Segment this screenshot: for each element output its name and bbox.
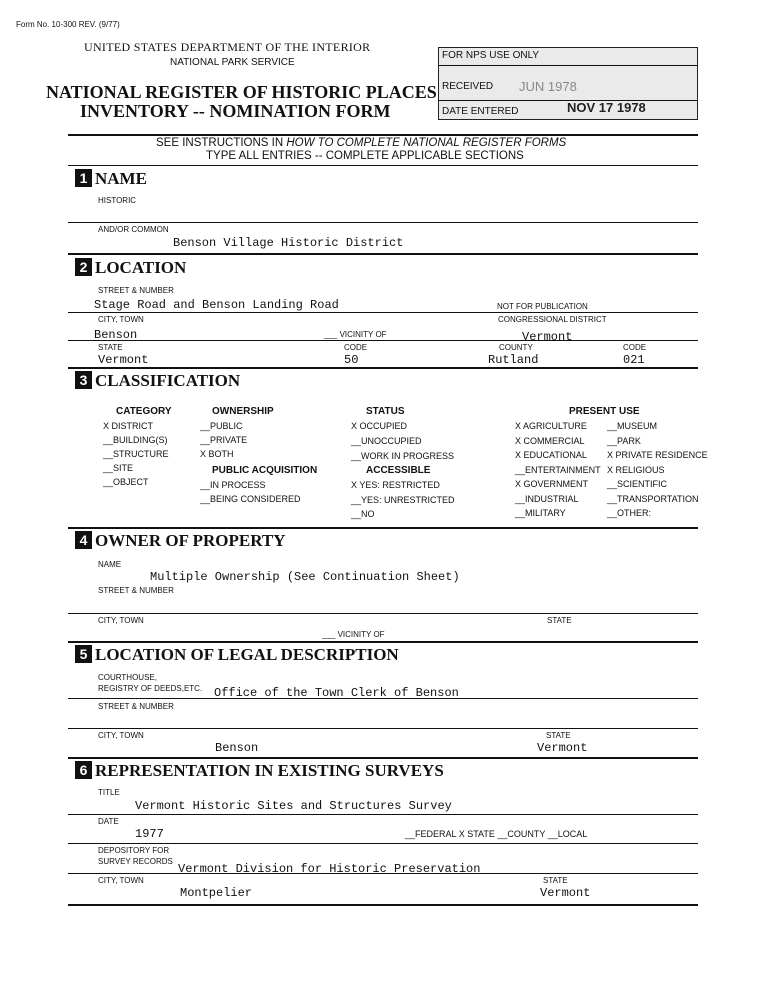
category-option: __STRUCTURE xyxy=(103,449,169,459)
category-option: __SITE xyxy=(103,463,134,473)
present-use-option: __MUSEUM xyxy=(607,421,658,431)
public-acquisition-heading: PUBLIC ACQUISITION xyxy=(212,465,318,476)
status-option: __UNOCCUPIED xyxy=(351,436,422,446)
section-3-heading: 3 CLASSIFICATION xyxy=(75,371,240,391)
acquisition-option: __IN PROCESS xyxy=(200,480,266,490)
street-value: Stage Road and Benson Landing Road xyxy=(94,298,339,312)
depository-value: Vermont Division for Historic Preservation xyxy=(178,862,481,876)
ownership-option: X BOTH xyxy=(200,449,234,459)
survey-city-label: CITY, TOWN xyxy=(98,876,144,885)
legal-city-label: CITY, TOWN xyxy=(98,731,144,740)
owner-name-label: NAME xyxy=(98,560,122,569)
courthouse-label: COURTHOUSE, xyxy=(98,673,157,682)
category-option: __BUILDING(S) xyxy=(103,435,168,445)
accessible-option: __NO xyxy=(351,509,375,519)
owner-vicinity-label: ___ VICINITY OF xyxy=(322,630,385,639)
section-5-heading: 5 LOCATION OF LEGAL DESCRIPTION xyxy=(75,645,399,665)
registry-label: REGISTRY OF DEEDS,ETC. xyxy=(98,684,203,693)
survey-state-label: STATE xyxy=(543,876,568,885)
city-value: Benson xyxy=(94,328,138,342)
status-option: X OCCUPIED xyxy=(351,421,408,431)
present-use-option: X COMMERCIAL xyxy=(515,435,585,446)
owner-state-label: STATE xyxy=(547,616,572,625)
present-use-option: __ENTERTAINMENT xyxy=(515,464,601,475)
department-name: UNITED STATES DEPARTMENT OF THE INTERIOR xyxy=(84,40,371,54)
category-option: X DISTRICT xyxy=(103,421,154,431)
present-use-option: __SCIENTIFIC xyxy=(607,479,668,489)
category-option: __OBJECT xyxy=(103,477,149,487)
present-use-option: X GOVERNMENT xyxy=(515,479,589,489)
code-label: CODE xyxy=(344,343,368,352)
survey-title-value: Vermont Historic Sites and Structures Survey xyxy=(135,799,452,813)
nps-use-box xyxy=(438,47,698,120)
code-value: 50 xyxy=(344,353,359,367)
ownership-option: __PRIVATE xyxy=(200,435,248,445)
accessible-heading: ACCESSIBLE xyxy=(366,465,431,476)
county-code-value: 021 xyxy=(623,353,645,367)
owner-city-label: CITY, TOWN xyxy=(98,616,144,625)
courthouse-value: Office of the Town Clerk of Benson xyxy=(214,686,459,700)
present-use-option: X RELIGIOUS xyxy=(607,464,665,475)
ownership-heading: OWNERSHIP xyxy=(212,406,274,417)
present-use-option: __INDUSTRIAL xyxy=(515,493,579,504)
legal-street-label: STREET & NUMBER xyxy=(98,702,174,711)
date-entered-label: DATE ENTERED xyxy=(442,106,519,117)
form-number: Form No. 10-300 REV. (9/77) xyxy=(16,20,120,29)
section-6-heading: 6 REPRESENTATION IN EXISTING SURVEYS xyxy=(75,761,444,781)
state-value: Vermont xyxy=(98,353,149,367)
congressional-value: Vermont xyxy=(522,330,573,344)
legal-state-label: STATE xyxy=(546,731,571,740)
owner-street-label: STREET & NUMBER xyxy=(98,586,174,595)
congressional-label: CONGRESSIONAL DISTRICT xyxy=(498,315,607,324)
section-4-heading: 4 OWNER OF PROPERTY xyxy=(75,531,286,551)
survey-title-label: TITLE xyxy=(98,788,120,797)
section-1-heading: 1 NAME xyxy=(75,169,147,189)
present-use-option: __PARK xyxy=(607,435,641,446)
common-name-value: Benson Village Historic District xyxy=(173,236,404,250)
county-label: COUNTY xyxy=(499,343,533,352)
status-heading: STATUS xyxy=(366,406,405,417)
state-label: STATE xyxy=(98,343,123,352)
received-stamp: JUN 1978 xyxy=(519,79,577,94)
accessible-option: X YES: RESTRICTED xyxy=(351,480,440,490)
vicinity-label: ___ VICINITY OF xyxy=(324,330,387,339)
survey-city-value: Montpelier xyxy=(180,886,253,900)
ownership-option: __PUBLIC xyxy=(200,421,243,431)
survey-records-label: SURVEY RECORDS xyxy=(98,857,173,866)
street-label: STREET & NUMBER xyxy=(98,286,174,295)
received-label: RECEIVED xyxy=(442,81,494,92)
depository-label: DEPOSITORY FOR xyxy=(98,846,170,855)
present-use-heading: PRESENT USE xyxy=(569,406,640,417)
accessible-option: __YES: UNRESTRICTED xyxy=(351,494,455,505)
nps-use-label: FOR NPS USE ONLY xyxy=(442,50,540,61)
historic-label: HISTORIC xyxy=(98,196,137,205)
legal-city-value: Benson xyxy=(215,741,259,755)
survey-levels: __FEDERAL X STATE __COUNTY __LOCAL xyxy=(405,829,588,839)
acquisition-option: __BEING CONSIDERED xyxy=(200,494,301,504)
common-name-label: AND/OR COMMON xyxy=(98,225,169,234)
form-title-line2: INVENTORY -- NOMINATION FORM xyxy=(80,101,391,121)
present-use-option: __TRANSPORTATION xyxy=(607,493,699,504)
present-use-option: X PRIVATE RESIDENCE xyxy=(607,450,708,460)
present-use-option: __OTHER: xyxy=(607,508,652,518)
category-heading: CATEGORY xyxy=(116,406,172,417)
owner-name-value: Multiple Ownership (See Continuation Sheet) xyxy=(150,570,460,584)
county-value: Rutland xyxy=(488,353,539,367)
legal-state-value: Vermont xyxy=(537,741,588,755)
not-for-publication: NOT FOR PUBLICATION xyxy=(497,302,588,311)
present-use-option: __MILITARY xyxy=(515,508,566,518)
instructions-line1: SEE INSTRUCTIONS IN HOW TO COMPLETE NATIONAL REGISTER FORMS xyxy=(156,137,567,149)
survey-date-value: 1977 xyxy=(135,827,164,841)
instructions-line2: TYPE ALL ENTRIES -- COMPLETE APPLICABLE SECTIONS xyxy=(206,150,524,162)
status-option: __WORK IN PROGRESS xyxy=(351,451,455,461)
date-entered-stamp: NOV 17 1978 xyxy=(567,100,646,115)
city-label: CITY, TOWN xyxy=(98,315,144,324)
survey-date-label: DATE xyxy=(98,817,119,826)
present-use-option: X AGRICULTURE xyxy=(515,421,587,431)
form-title-line1: NATIONAL REGISTER OF HISTORIC PLACES xyxy=(46,82,437,102)
service-name: NATIONAL PARK SERVICE xyxy=(170,57,295,68)
county-code-label: CODE xyxy=(623,343,647,352)
present-use-option: X EDUCATIONAL xyxy=(515,450,587,460)
section-2-heading: 2 LOCATION xyxy=(75,258,186,278)
survey-state-value: Vermont xyxy=(540,886,591,900)
